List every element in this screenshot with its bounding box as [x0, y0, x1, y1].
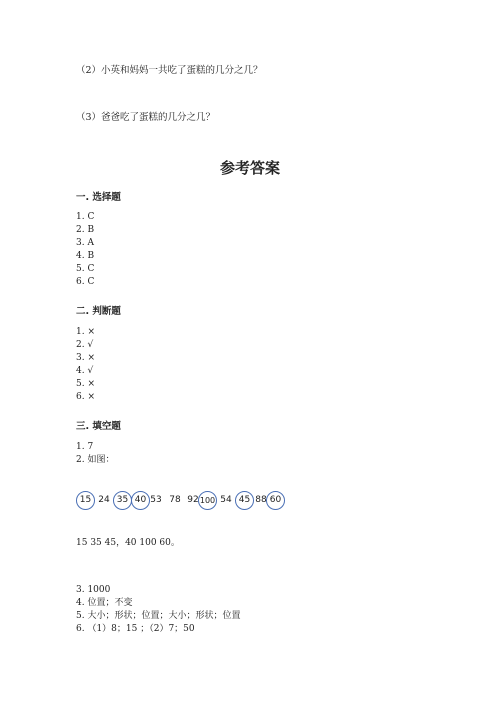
- page-title: 参考答案: [219, 159, 280, 177]
- figure-number: 24: [98, 495, 110, 505]
- figure-number: 88: [255, 495, 267, 505]
- figure-number: 53: [150, 495, 162, 505]
- figure-answer: 15 35 45，40 100 60。: [76, 538, 180, 548]
- judge-answer: 1. ×: [76, 327, 95, 337]
- section-choice-heading: 一. 选择题: [76, 192, 121, 203]
- figure-number: 40: [131, 491, 150, 510]
- choice-answer: 3. A: [76, 238, 94, 248]
- choice-answer: 4. B: [76, 251, 95, 261]
- figure-number: 92: [187, 495, 199, 505]
- choice-answer: 5. C: [76, 264, 95, 274]
- judge-answer: 6. ×: [76, 392, 95, 402]
- fill-answer-5: 5. 大小；形状；位置；大小；形状；位置: [76, 611, 241, 621]
- judge-answer: 4. √: [76, 366, 94, 376]
- section-judge-heading: 二. 判断题: [76, 306, 121, 317]
- judge-answer: 2. √: [76, 340, 94, 350]
- figure-number: 100: [198, 491, 217, 510]
- fill-answer-3: 3. 1000: [76, 585, 111, 595]
- fill-answer-1: 1. 7: [76, 442, 94, 452]
- figure-number: 35: [113, 491, 132, 510]
- section-fill-heading: 三. 填空题: [76, 421, 121, 432]
- question-2: （2）小英和妈妈一共吃了蛋糕的几分之几？: [76, 65, 263, 76]
- question-3: （3）爸爸吃了蛋糕的几分之几？: [76, 112, 216, 123]
- judge-answer: 5. ×: [76, 379, 95, 389]
- figure-number: 15: [76, 491, 95, 510]
- number-figure: [76, 490, 296, 510]
- choice-answer: 6. C: [76, 277, 95, 287]
- figure-number: 45: [235, 491, 254, 510]
- fill-answer-6: 6. （1）8；15 ；（2）7；50: [76, 624, 195, 634]
- fill-answer-4: 4. 位置；不变: [76, 598, 133, 608]
- figure-number: 78: [169, 495, 181, 505]
- figure-number: 54: [220, 495, 232, 505]
- judge-answer: 3. ×: [76, 353, 95, 363]
- figure-number: 60: [266, 491, 285, 510]
- fill-answer-2: 2. 如图：: [76, 455, 115, 465]
- choice-answer: 1. C: [76, 212, 95, 222]
- choice-answer: 2. B: [76, 225, 95, 235]
